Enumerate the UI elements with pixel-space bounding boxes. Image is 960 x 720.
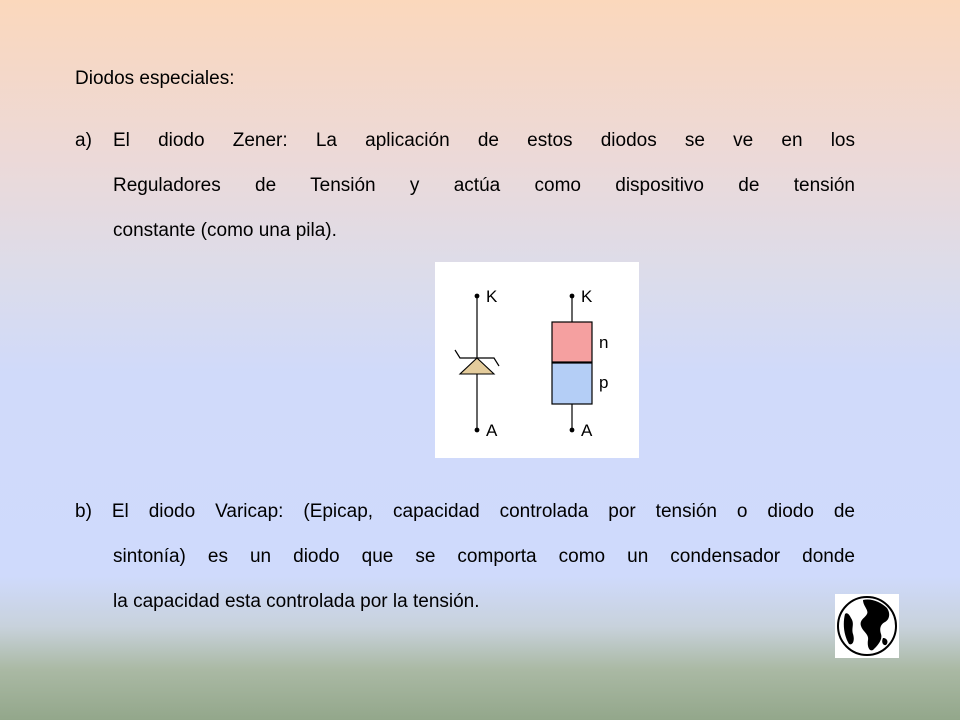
n-region — [552, 322, 592, 362]
zener-line-1: El diodo Zener: La aplicación de estos diodos se ve en los — [113, 130, 855, 151]
zener-paragraph — [75, 118, 855, 253]
varicap-line-1: b) El diodo Varicap: (Epicap, capacidad controlada por tensión o diodo de — [75, 501, 855, 522]
zener-line-3: constante (como una pila). — [113, 220, 337, 241]
varicap-line-2: sintonía) es un diodo que se comporta como un condensador donde — [113, 546, 855, 567]
p-region-label: p — [599, 373, 609, 392]
cathode-terminal — [475, 294, 480, 299]
zener-diagram — [435, 262, 639, 458]
globe-icon — [835, 594, 899, 658]
symbol-anode-label: A — [486, 421, 498, 440]
varicap-paragraph — [113, 534, 855, 624]
block-cathode-terminal — [570, 294, 575, 299]
anode-terminal — [475, 428, 480, 433]
symbol-cathode-label: K — [486, 287, 498, 306]
varicap-line-3: la capacidad esta controlada por la tensión. — [113, 591, 480, 612]
diode-triangle — [460, 358, 494, 374]
block-anode-label: A — [581, 421, 593, 440]
list-marker-a: a) — [75, 130, 92, 151]
slide-heading: Diodos especiales: — [75, 68, 235, 89]
zener-diagram-svg — [435, 262, 639, 458]
block-anode-terminal — [570, 428, 575, 433]
p-region — [552, 363, 592, 404]
n-region-label: n — [599, 333, 609, 352]
zener-line-2: Reguladores de Tensión y actúa como dispositivo de tensión — [113, 175, 855, 196]
block-cathode-label: K — [581, 287, 593, 306]
